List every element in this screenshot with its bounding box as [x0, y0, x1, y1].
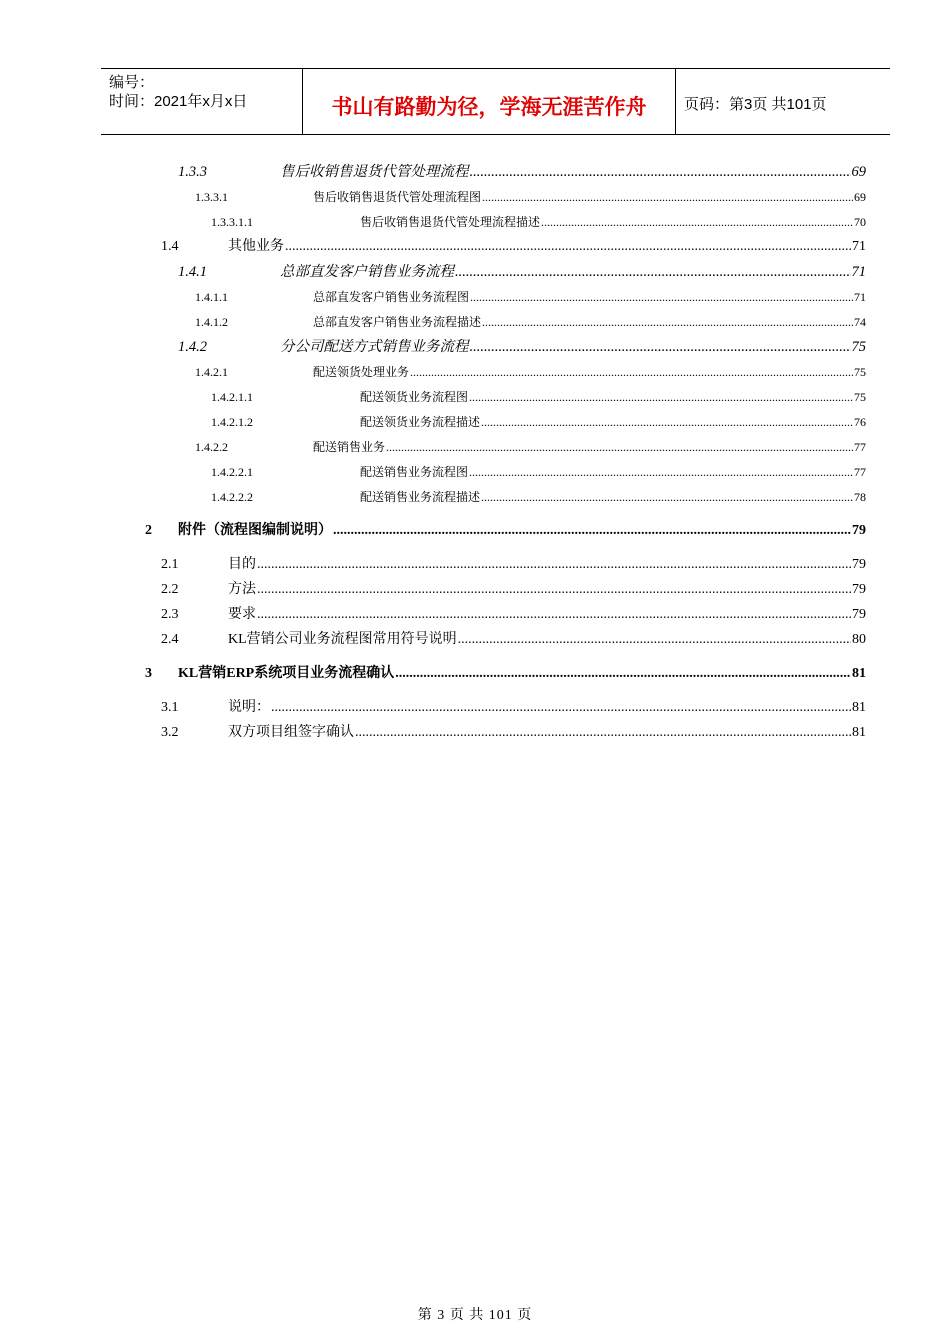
toc-entry-page: 71: [851, 264, 866, 280]
toc-entry-page: 75: [851, 339, 866, 355]
toc-entry[interactable]: [0, 362, 950, 382]
doc-number-label: 编号：: [109, 74, 155, 91]
toc-entry[interactable]: [0, 312, 950, 332]
toc-leader-dots: [541, 212, 853, 232]
toc-entry-page: 71: [852, 239, 866, 254]
toc-leader-dots: [395, 664, 851, 684]
toc-entry-page: 81: [852, 700, 866, 715]
toc-entry-number: 1.4.2.2.1: [211, 465, 253, 479]
toc-entry-number: 2.3: [161, 607, 179, 622]
toc-entry[interactable]: [0, 605, 950, 625]
toc-leader-dots: [470, 337, 851, 357]
toc-entry-title: 配送领货业务流程描述: [360, 415, 481, 429]
toc-leader-dots: [481, 412, 853, 432]
toc-leader-dots: [470, 162, 851, 182]
toc-leader-dots: [469, 387, 853, 407]
toc-leader-dots: [257, 580, 851, 600]
toc-entry[interactable]: [0, 337, 950, 357]
toc-entry-title: KL营销公司业务流程图常用符号说明: [228, 632, 457, 647]
toc-entry[interactable]: [0, 580, 950, 600]
toc-entry-title: 配送销售业务流程图: [360, 465, 469, 479]
toc-entry-number: 3.1: [161, 700, 179, 715]
toc-entry-number: 2.2: [161, 582, 179, 597]
page-footer: 第 3 页 共 101 页: [417, 1308, 533, 1323]
toc-entry-title: 总部直发客户销售业务流程描述: [313, 315, 482, 329]
toc-entry[interactable]: [0, 437, 950, 457]
toc-entry-number: 1.4.2.2: [195, 440, 228, 454]
toc-entry-title: 说明：: [228, 700, 270, 715]
toc-entry-page: 75: [854, 390, 866, 404]
toc-entry-page: 70: [854, 215, 866, 229]
toc-entry[interactable]: [0, 723, 950, 743]
toc-entry-page: 69: [851, 164, 866, 180]
page-header: [101, 68, 890, 135]
toc-entry-number: 1.4.2.1.1: [211, 390, 253, 404]
toc-leader-dots: [333, 521, 851, 541]
toc-leader-dots: [285, 237, 851, 257]
toc-entry-number: 1.4.2.2.2: [211, 490, 253, 504]
toc-entry-page: 79: [852, 607, 866, 622]
toc-entry-number: 1.3.3.1: [195, 190, 228, 204]
toc-leader-dots: [482, 312, 853, 332]
toc-leader-dots: [481, 487, 853, 507]
toc-leader-dots: [271, 698, 851, 718]
header-left-cell: [101, 69, 302, 134]
toc-entry[interactable]: [0, 162, 950, 182]
toc-entry-number: 2.4: [161, 632, 179, 647]
toc-entry-title: 配送领货处理业务: [313, 365, 410, 379]
toc-leader-dots: [257, 605, 851, 625]
toc-entry-title: 售后收销售退货代管处理流程图: [313, 190, 482, 204]
toc-entry-number: 1.3.3.1.1: [211, 215, 253, 229]
toc-entry[interactable]: [0, 187, 950, 207]
toc-entry-title: 要求: [228, 607, 256, 622]
toc-entry-number: 2: [145, 523, 152, 538]
toc-entry-page: 77: [854, 440, 866, 454]
toc-leader-dots: [410, 362, 853, 382]
toc-entry-page: 69: [854, 190, 866, 204]
toc-entry-title: 方法: [228, 582, 256, 597]
toc-entry-number: 1.4.2.1: [195, 365, 228, 379]
toc-entry-number: 1.4.1.2: [195, 315, 228, 329]
toc-entry-number: 1.4.1.1: [195, 290, 228, 304]
toc-entry-number: 1.4.1: [178, 264, 207, 280]
toc-entry-page: 75: [854, 365, 866, 379]
toc-entry[interactable]: [0, 212, 950, 232]
toc-entry-page: 80: [852, 632, 866, 647]
toc-entry[interactable]: [0, 412, 950, 432]
toc-entry-title: 总部直发客户销售业务流程图: [313, 290, 470, 304]
toc-entry-number: 1.3.3: [178, 164, 207, 180]
toc-entry[interactable]: [0, 237, 950, 257]
header-page-info: 页码：第3页 共101页: [684, 96, 827, 113]
toc-leader-dots: [458, 630, 851, 650]
toc-entry-page: 76: [854, 415, 866, 429]
toc-entry-number: 1.4.2.1.2: [211, 415, 253, 429]
toc-entry[interactable]: [0, 287, 950, 307]
toc-entry-title: 目的: [228, 557, 256, 572]
toc-entry-title: 分公司配送方式销售业务流程: [280, 339, 469, 355]
toc-entry-page: 74: [854, 315, 866, 329]
toc-entry[interactable]: [0, 630, 950, 650]
toc-entry[interactable]: [0, 387, 950, 407]
toc-entry[interactable]: [0, 521, 950, 541]
toc-entry[interactable]: [0, 487, 950, 507]
toc-entry-page: 77: [854, 465, 866, 479]
toc-entry-title: 双方项目组签字确认: [228, 725, 354, 740]
toc-entry-number: 1.4.2: [178, 339, 207, 355]
toc-entry-title: 附件（流程图编制说明）: [178, 523, 332, 538]
toc-entry[interactable]: [0, 262, 950, 282]
toc-entry-page: 71: [854, 290, 866, 304]
toc-entry-page: 81: [852, 666, 866, 681]
toc-entry[interactable]: [0, 462, 950, 482]
toc-entry-page: 79: [852, 523, 866, 538]
toc-entry-title: 售后收销售退货代管处理流程描述: [360, 215, 541, 229]
toc-entry-title: 配送销售业务流程描述: [360, 490, 481, 504]
toc-leader-dots: [355, 723, 851, 743]
toc-entry-page: 79: [852, 582, 866, 597]
toc-entry-title: 其他业务: [228, 239, 284, 254]
toc-leader-dots: [470, 287, 853, 307]
toc-entry-page: 79: [852, 557, 866, 572]
header-page-cell: [676, 69, 890, 134]
toc-leader-dots: [469, 462, 853, 482]
toc-entry-number: 2.1: [161, 557, 179, 572]
toc-leader-dots: [455, 262, 851, 282]
toc-entry-title: 售后收销售退货代管处理流程: [280, 164, 469, 180]
toc-entry[interactable]: [0, 664, 950, 684]
toc-entry-page: 81: [852, 725, 866, 740]
toc-entry-title: 配送销售业务: [313, 440, 386, 454]
toc-leader-dots: [482, 187, 853, 207]
toc-entry-title: KL营销ERP系统项目业务流程确认: [178, 666, 395, 681]
toc-entry-number: 3: [145, 666, 152, 681]
toc-entry-title: 配送领货业务流程图: [360, 390, 469, 404]
toc-entry-number: 1.4: [161, 239, 179, 254]
toc-entry-page: 78: [854, 490, 866, 504]
toc-entry-number: 3.2: [161, 725, 179, 740]
date-label: 时间：2021年x月x日: [109, 93, 248, 110]
toc-entry-title: 总部直发客户销售业务流程: [280, 264, 454, 280]
header-motto-cell: [302, 69, 676, 134]
toc-entry[interactable]: [0, 555, 950, 575]
toc-leader-dots: [386, 437, 853, 457]
toc-entry[interactable]: [0, 698, 950, 718]
header-motto: 书山有路勤为径，学海无涯苦作舟: [331, 96, 647, 119]
toc-leader-dots: [257, 555, 851, 575]
